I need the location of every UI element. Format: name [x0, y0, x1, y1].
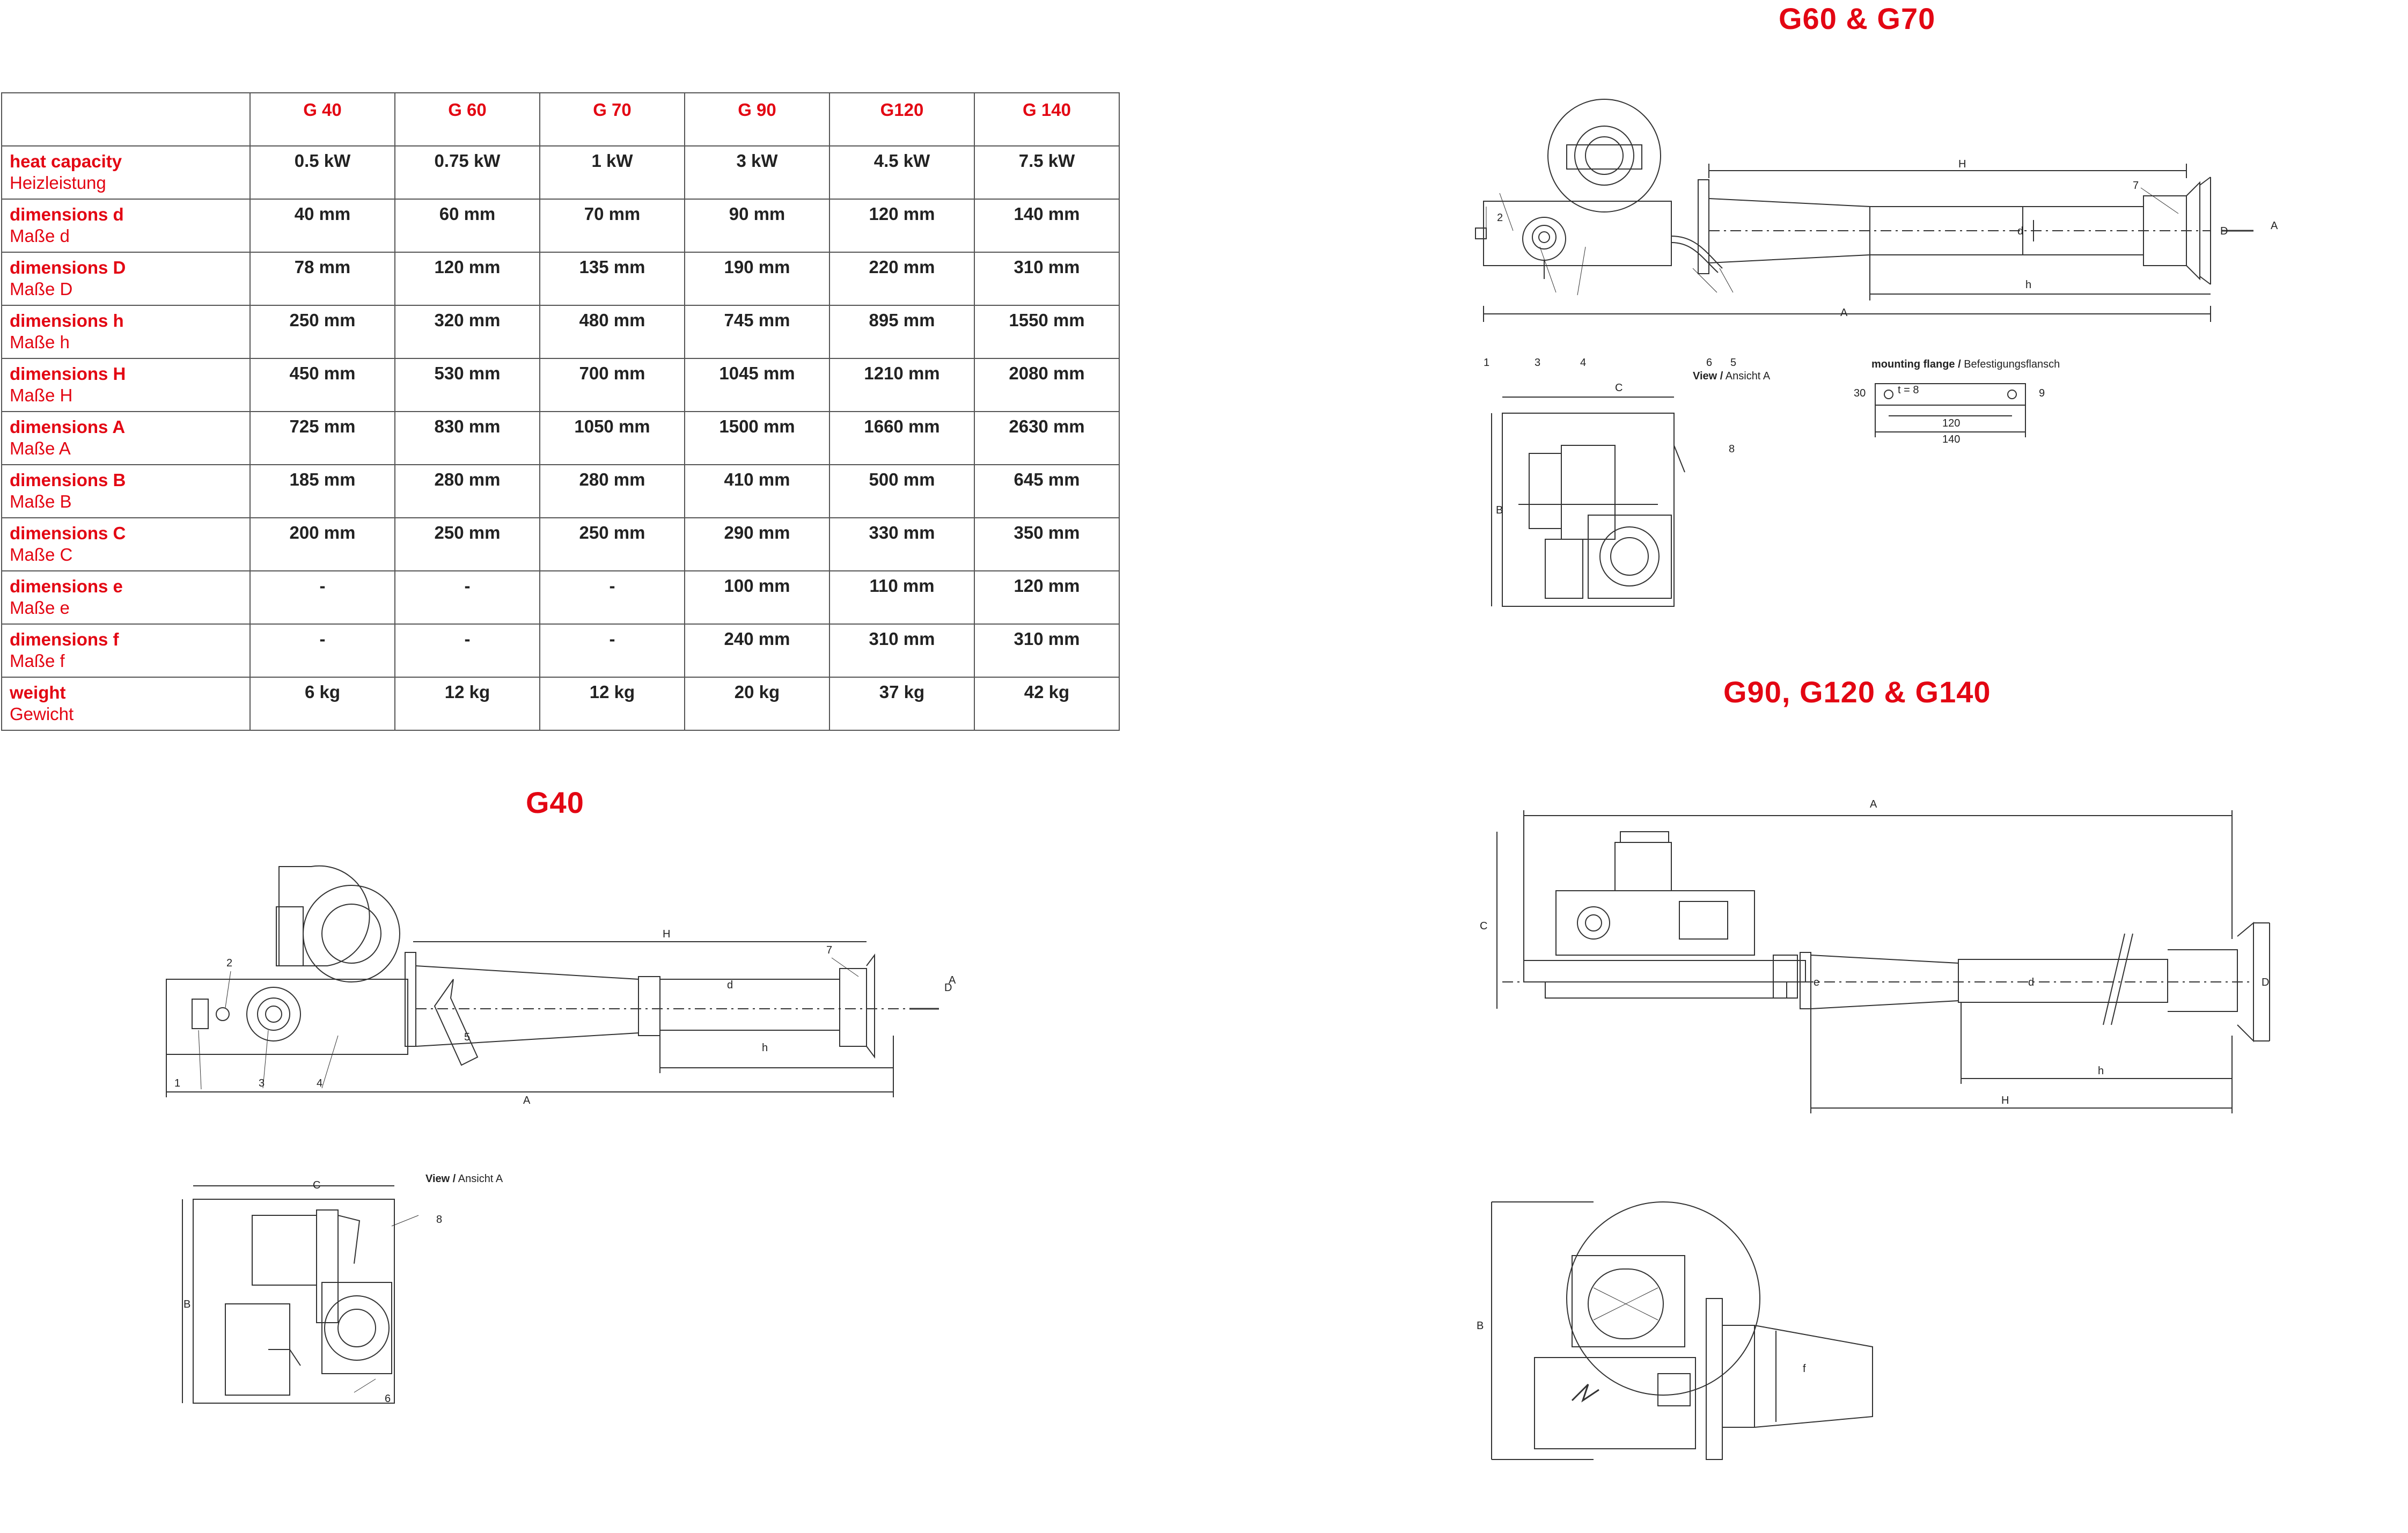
table-header-cell: G 40	[250, 93, 395, 146]
row-label	[2, 465, 250, 518]
g40-view-arrow-label: A	[949, 974, 956, 986]
table-cell: 1550 mm	[974, 305, 1119, 358]
table-cell: 20 kg	[685, 677, 829, 730]
table-cell: 500 mm	[829, 465, 974, 518]
table-cell: 2630 mm	[974, 412, 1119, 465]
table-header-cell: G120	[829, 93, 974, 146]
row-label	[2, 624, 250, 677]
table-cell: 135 mm	[540, 252, 685, 305]
view-a-label-C: C	[1615, 382, 1623, 394]
table-cell: 70 mm	[540, 199, 685, 252]
table-cell: 290 mm	[685, 518, 829, 571]
g90-label-h: h	[2098, 1065, 2104, 1077]
title-g40: G40	[526, 786, 584, 819]
row-label	[2, 305, 250, 358]
row-label	[2, 358, 250, 412]
g90-label-C: C	[1480, 920, 1488, 932]
table-row	[2, 412, 1119, 465]
table-row	[2, 199, 1119, 252]
row-label-de: Maße e	[10, 598, 70, 618]
dim-label-5: 5	[1730, 357, 1737, 369]
table-cell: 120 mm	[974, 571, 1119, 624]
table-cell: 2080 mm	[974, 358, 1119, 412]
table-cell: 220 mm	[829, 252, 974, 305]
dim-label-2: 2	[1497, 212, 1503, 224]
row-label-en: dimensions B	[10, 470, 126, 490]
row-label-de: Gewicht	[10, 704, 74, 724]
row-label-en: dimensions A	[10, 417, 126, 437]
flange-label-140: 140	[1942, 434, 1961, 445]
row-label-en: dimensions e	[10, 576, 123, 596]
table-cell: -	[250, 571, 395, 624]
table-row	[2, 146, 1119, 199]
table-header-cell: G 90	[685, 93, 829, 146]
g40-label-H: H	[663, 928, 671, 940]
table-cell: 280 mm	[540, 465, 685, 518]
table-cell: 7.5 kW	[974, 146, 1119, 199]
table-row	[2, 358, 1119, 412]
table-row	[2, 465, 1119, 518]
row-label-de: Maße D	[10, 279, 73, 299]
row-label	[2, 252, 250, 305]
row-label	[2, 412, 250, 465]
title-g90-g140: G90, G120 & G140	[1723, 675, 1991, 709]
table-header-corner	[2, 93, 250, 146]
table-cell: 700 mm	[540, 358, 685, 412]
table-cell: 320 mm	[395, 305, 540, 358]
table-cell: 200 mm	[250, 518, 395, 571]
table-cell: 1500 mm	[685, 412, 829, 465]
table-cell: -	[540, 571, 685, 624]
g40-label-d: d	[727, 979, 733, 991]
g40-label-A: A	[523, 1095, 531, 1106]
row-label-en: dimensions D	[10, 258, 126, 277]
dim-label-1: 1	[1484, 357, 1490, 369]
table-cell: -	[250, 624, 395, 677]
table-cell: 1660 mm	[829, 412, 974, 465]
table-cell: 1210 mm	[829, 358, 974, 412]
table-cell: 250 mm	[250, 305, 395, 358]
table-cell: -	[395, 624, 540, 677]
row-label-de: Maße C	[10, 545, 73, 564]
g90-end-label-B: B	[1477, 1320, 1484, 1332]
flange-label-120: 120	[1942, 417, 1961, 429]
g40-view-label-6: 6	[385, 1393, 391, 1405]
table-header-cell: G 140	[974, 93, 1119, 146]
table-cell: 310 mm	[829, 624, 974, 677]
dim-label-h: h	[2025, 279, 2032, 291]
table-cell: 12 kg	[540, 677, 685, 730]
table-cell: 745 mm	[685, 305, 829, 358]
flange-label-30: 30	[1854, 387, 1866, 399]
table-cell: 645 mm	[974, 465, 1119, 518]
row-label-de: Maße H	[10, 385, 73, 405]
table-cell: 120 mm	[829, 199, 974, 252]
g40-label-D: D	[944, 982, 952, 994]
table-cell: 310 mm	[974, 252, 1119, 305]
g40-label-h: h	[762, 1042, 768, 1054]
flange-label-t8: t = 8	[1898, 384, 1919, 396]
table-cell: 78 mm	[250, 252, 395, 305]
g90-label-D: D	[2262, 977, 2270, 988]
table-cell: 250 mm	[540, 518, 685, 571]
row-label	[2, 677, 250, 730]
table-cell: 0.5 kW	[250, 146, 395, 199]
g40-label-1: 1	[174, 1077, 181, 1089]
g40-view-label-B: B	[183, 1299, 191, 1310]
dim-label-d: d	[2017, 225, 2024, 237]
dim-label-D: D	[2220, 225, 2228, 237]
table-cell: 37 kg	[829, 677, 974, 730]
row-label-en: dimensions d	[10, 204, 124, 224]
table-cell: 110 mm	[829, 571, 974, 624]
table-cell: -	[540, 624, 685, 677]
g40-label-4: 4	[317, 1077, 323, 1089]
table-cell: 4.5 kW	[829, 146, 974, 199]
table-cell: 120 mm	[395, 252, 540, 305]
g40-side-drawing	[161, 859, 966, 1105]
table-row	[2, 305, 1119, 358]
table-cell: 350 mm	[974, 518, 1119, 571]
g40-view-a-drawing	[182, 1178, 429, 1414]
g40-view-label-C: C	[313, 1179, 321, 1191]
table-cell: 60 mm	[395, 199, 540, 252]
table-cell: 410 mm	[685, 465, 829, 518]
table-cell: 725 mm	[250, 412, 395, 465]
row-label-de: Heizleistung	[10, 173, 106, 193]
g40-label-5: 5	[464, 1031, 471, 1043]
row-label-en: dimensions h	[10, 311, 124, 331]
g60-g70-side-drawing	[1470, 75, 2275, 327]
g40-label-7: 7	[826, 944, 833, 956]
g90-g140-side-drawing	[1492, 799, 2296, 1121]
table-cell: 0.75 kW	[395, 146, 540, 199]
table-row	[2, 518, 1119, 571]
flange-caption: mounting flange / Befestigungsflansch	[1871, 358, 2060, 370]
view-a-label-8: 8	[1729, 443, 1735, 455]
row-label-en: dimensions H	[10, 364, 126, 384]
row-label-de: Maße d	[10, 226, 70, 246]
table-cell: 450 mm	[250, 358, 395, 412]
spec-table	[1, 92, 1120, 731]
table-row	[2, 571, 1119, 624]
dim-label-7: 7	[2133, 180, 2139, 192]
flange-label-9: 9	[2039, 387, 2045, 399]
row-label	[2, 518, 250, 571]
table-cell: 240 mm	[685, 624, 829, 677]
table-cell: 830 mm	[395, 412, 540, 465]
row-label-de: Maße f	[10, 651, 65, 671]
g40-label-2: 2	[226, 957, 233, 969]
table-cell: 100 mm	[685, 571, 829, 624]
g60-g70-view-a-drawing	[1492, 386, 1749, 617]
view-a-caption: View / Ansicht A	[1693, 370, 1771, 382]
g40-view-a-caption: View / Ansicht A	[425, 1173, 503, 1185]
row-label-de: Maße B	[10, 492, 72, 511]
g40-label-3: 3	[259, 1077, 265, 1089]
table-cell: 1050 mm	[540, 412, 685, 465]
row-label-de: Maße h	[10, 332, 70, 352]
table-cell: 6 kg	[250, 677, 395, 730]
row-label-de: Maße A	[10, 438, 71, 458]
g90-label-H: H	[2001, 1095, 2009, 1106]
table-cell: 190 mm	[685, 252, 829, 305]
view-arrow-label: A	[2271, 220, 2278, 232]
table-cell: 185 mm	[250, 465, 395, 518]
view-a-label-B: B	[1496, 504, 1503, 516]
table-cell: 3 kW	[685, 146, 829, 199]
dim-label-3: 3	[1535, 357, 1541, 369]
g90-g140-end-drawing	[1486, 1191, 2023, 1470]
g90-label-e: e	[1814, 977, 1820, 988]
row-label	[2, 571, 250, 624]
dim-label-4: 4	[1580, 357, 1587, 369]
row-label	[2, 146, 250, 199]
table-cell: 250 mm	[395, 518, 540, 571]
table-row	[2, 624, 1119, 677]
g40-view-label-8: 8	[436, 1214, 443, 1226]
table-header-cell: G 60	[395, 93, 540, 146]
row-label-en: dimensions C	[10, 523, 126, 543]
g90-label-A: A	[1870, 798, 1877, 810]
table-cell: 280 mm	[395, 465, 540, 518]
table-cell: 42 kg	[974, 677, 1119, 730]
dim-label-H: H	[1958, 158, 1966, 170]
table-cell: 310 mm	[974, 624, 1119, 677]
row-label-en: dimensions f	[10, 629, 119, 649]
row-label-en: heat capacity	[10, 151, 122, 171]
table-row	[2, 677, 1119, 730]
table-header-row	[2, 93, 1119, 146]
table-cell: 530 mm	[395, 358, 540, 412]
dim-label-6: 6	[1706, 357, 1713, 369]
table-cell: 895 mm	[829, 305, 974, 358]
table-cell: 1 kW	[540, 146, 685, 199]
table-cell: 330 mm	[829, 518, 974, 571]
title-g60-g70: G60 & G70	[1779, 2, 1936, 35]
row-label-en: weight	[10, 683, 66, 702]
dim-label-A: A	[1840, 307, 1848, 319]
table-cell: 1045 mm	[685, 358, 829, 412]
table-cell: -	[395, 571, 540, 624]
table-cell: 480 mm	[540, 305, 685, 358]
g90-end-label-f: f	[1803, 1363, 1806, 1375]
table-cell: 40 mm	[250, 199, 395, 252]
table-cell: 90 mm	[685, 199, 829, 252]
table-cell: 12 kg	[395, 677, 540, 730]
row-label	[2, 199, 250, 252]
table-cell: 140 mm	[974, 199, 1119, 252]
table-header-cell: G 70	[540, 93, 685, 146]
g90-label-d: d	[2028, 977, 2035, 988]
table-row	[2, 252, 1119, 305]
